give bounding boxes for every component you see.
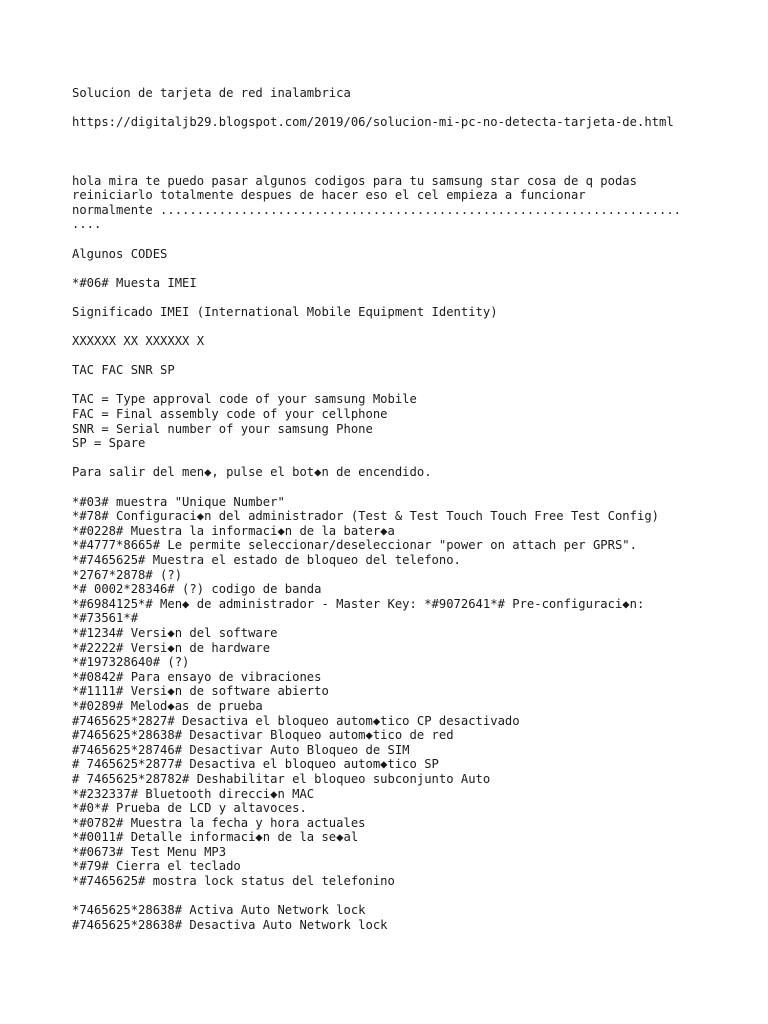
intro-line: hola mira te puedo pasar algunos codigos para tu samsung star cosa de q podas	[72, 173, 637, 188]
code-line: *#0842# Para ensayo de vibraciones	[72, 669, 322, 684]
codes-heading-block	[72, 247, 702, 262]
imei-format-block	[72, 334, 702, 349]
exit-note: Para salir del men◆, pulse el bot◆n de encendido.	[72, 465, 432, 480]
intro-line: reiniciarlo totalmente despues de hacer eso el cel empieza a funcionar	[72, 188, 586, 203]
network-lock-line: *7465625*28638# Activa Auto Network lock	[72, 903, 366, 918]
code-line: *#6984125*# Men◆ de administrador - Master Key: *#9072641*# Pre-configuraci◆n:	[72, 596, 645, 611]
code-line: *#0673# Test Menu MP3	[72, 844, 227, 859]
code-line: *#7465625# Muestra el estado de bloqueo del telefono.	[72, 553, 461, 567]
code-line: *#03# muestra "Unique Number"	[72, 494, 285, 509]
code-line: *#0011# Detalle informaci◆n de la se◆al	[72, 830, 359, 845]
network-lock-list	[72, 903, 702, 932]
code-line: *#1234# Versi◆n del software	[72, 625, 278, 640]
code-line: *#2222# Versi◆n de hardware	[72, 640, 271, 655]
document-url-block	[72, 115, 702, 130]
imei-code-block	[72, 276, 702, 291]
code-line: *2767*2878# (?)	[72, 567, 183, 582]
document-title-block	[72, 86, 702, 101]
code-line: *#4777*8665# Le permite seleccionar/deseleccionar "power on attach per GPRS".	[72, 538, 637, 553]
code-line: #7465625*2827# Desactiva el bloqueo autom◆tico CP desactivado	[72, 713, 520, 728]
definition-line: TAC = Type approval code of your samsung Mobile	[72, 392, 417, 407]
definition-line: SNR = Serial number of your samsung Phone	[72, 421, 373, 436]
code-line: *#232337# Bluetooth direcci◆n MAC	[72, 786, 315, 801]
code-line: # 7465625*28782# Deshabilitar el bloqueo subconjunto Auto	[72, 771, 491, 786]
code-line: *#1111# Versi◆n de software abierto	[72, 684, 329, 699]
document-page	[72, 86, 702, 947]
intro-paragraph	[72, 174, 702, 232]
imei-parts: TAC FAC SNR SP	[72, 363, 175, 378]
code-line: # 7465625*2877# Desactiva el bloqueo autom◆tico SP	[72, 757, 439, 772]
code-line: *#0782# Muestra la fecha y hora actuales	[72, 815, 366, 830]
code-line: *#78# Configuraci◆n del administrador (Test & Test Touch Touch Free Test Config)	[72, 509, 659, 524]
imei-format: XXXXXX XX XXXXXX X	[72, 334, 205, 349]
intro-line: normalmente .......................................................................	[72, 202, 682, 217]
network-lock-line: #7465625*28638# Desactiva Auto Network lock	[72, 917, 388, 932]
imei-meaning: Significado IMEI (International Mobile Equipment Identity)	[72, 304, 498, 319]
definition-line: SP = Spare	[72, 436, 146, 451]
exit-note-block	[72, 465, 702, 480]
code-line: *#0228# Muestra la informaci◆n de la bater◆a	[72, 523, 395, 538]
imei-parts-block	[72, 363, 702, 378]
code-line: *# 0002*28346# (?) codigo de banda	[72, 582, 322, 597]
imei-code: *#06# Muesta IMEI	[72, 275, 197, 290]
code-line: *#0289# Melod◆as de prueba	[72, 698, 263, 713]
intro-line: ....	[72, 217, 102, 232]
definition-line: FAC = Final assembly code of your cellphone	[72, 407, 388, 422]
code-line: *#0*# Prueba de LCD y altavoces.	[72, 801, 307, 816]
definitions-block	[72, 392, 702, 450]
code-line: *#73561*#	[72, 611, 139, 626]
source-url-link[interactable]: https://digitaljb29.blogspot.com/2019/06/solucion-mi-pc-no-detecta-tarjeta-de.html	[72, 115, 674, 130]
code-line: #7465625*28638# Desactivar Bloqueo autom◆tico de red	[72, 728, 454, 743]
code-line: *#7465625# mostra lock status del telefonino	[72, 874, 395, 889]
codes-heading: Algunos CODES	[72, 246, 168, 261]
code-line: *#79# Cierra el teclado	[72, 859, 241, 874]
imei-meaning-block	[72, 305, 702, 320]
code-line: #7465625*28746# Desactivar Auto Bloqueo de SIM	[72, 742, 410, 757]
code-list	[72, 495, 702, 889]
document-title: Solucion de tarjeta de red inalambrica	[72, 86, 351, 100]
spacer	[72, 144, 702, 173]
code-line: *#197328640# (?)	[72, 655, 190, 670]
